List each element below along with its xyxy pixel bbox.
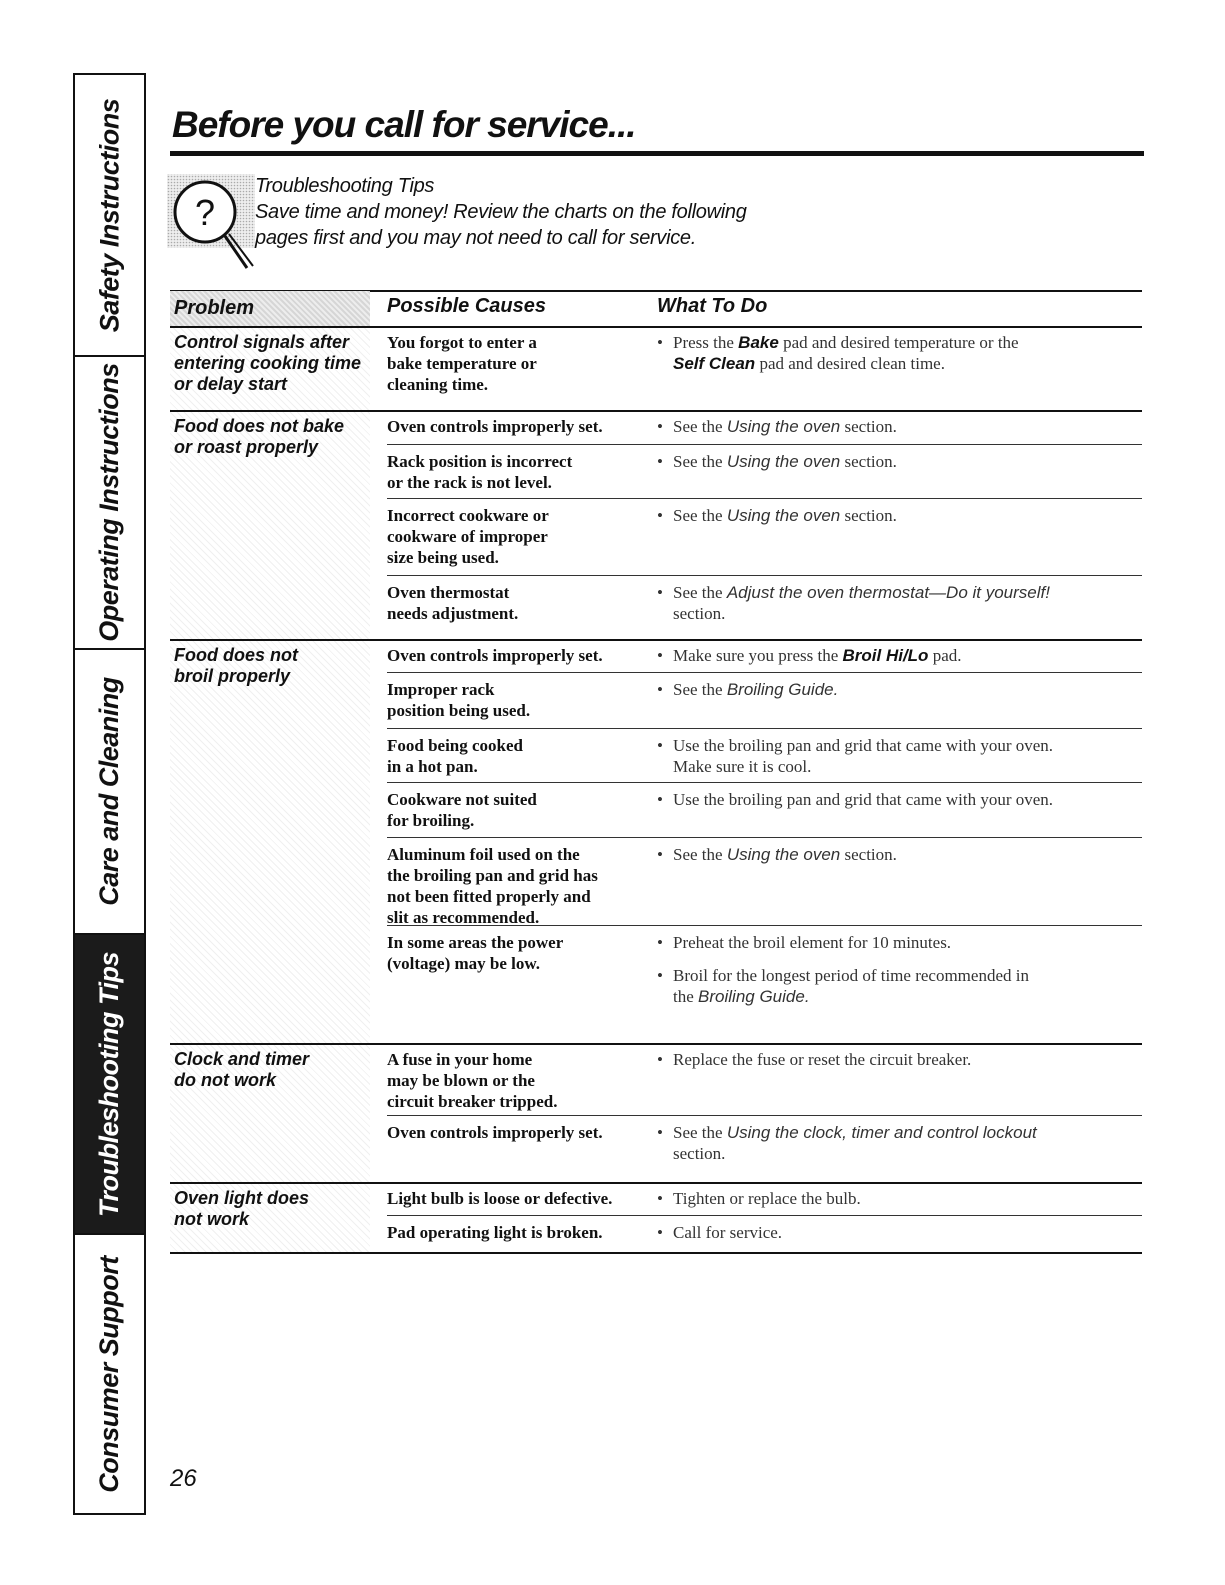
todo-line: [657, 965, 1147, 986]
cause-line: (voltage) may be low.: [387, 954, 540, 973]
todo-line: [657, 353, 1147, 374]
row-divider: [387, 728, 1142, 729]
section-tab-bar: [73, 73, 146, 1515]
problem-cell: [170, 641, 370, 1043]
problem-group: [170, 1184, 1142, 1252]
bullet-icon: •: [657, 1189, 663, 1208]
row-divider: [387, 1215, 1142, 1216]
row-divider: [387, 444, 1142, 445]
cause-line: Food being cooked: [387, 736, 524, 755]
what-to-do: [657, 735, 1147, 777]
todo-line: [657, 1222, 1147, 1243]
page-number: 26: [170, 1465, 197, 1492]
todo-text: section.: [673, 604, 726, 623]
bullet-icon: •: [657, 1123, 663, 1142]
todo-text: pad and desired clean time.: [755, 354, 945, 373]
possible-cause: [387, 582, 647, 624]
possible-cause: [387, 505, 647, 568]
possible-cause: [387, 645, 647, 666]
todo-text: section.: [840, 845, 897, 864]
bullet-icon: •: [657, 933, 663, 952]
problem-group: [170, 641, 1142, 1043]
what-to-do: [657, 844, 1147, 865]
problem-line: Food does not: [174, 645, 298, 665]
cause-line: A fuse in your home: [387, 1050, 533, 1069]
tab-label: Safety Instructions: [94, 98, 124, 332]
problem-text: [174, 1188, 309, 1230]
cause-line: for broiling.: [387, 811, 475, 830]
possible-cause: [387, 1188, 647, 1209]
todo-text: Preheat the broil element for 10 minutes.: [673, 933, 952, 952]
problem-line: do not work: [174, 1070, 276, 1090]
problem-group: [170, 412, 1142, 639]
todo-text: See the: [673, 845, 727, 864]
cause-line: Rack position is incorrect: [387, 452, 573, 471]
bullet-icon: •: [657, 790, 663, 809]
todo-reference: Self Clean: [673, 354, 756, 373]
problem-line: Food does not bake: [174, 416, 345, 436]
bullet-icon: •: [657, 736, 663, 755]
row-divider: [387, 672, 1142, 673]
what-to-do: [657, 332, 1147, 374]
todo-text: Broil for the longest period of time recommended in: [673, 966, 1029, 985]
tab-troubleshooting-tips[interactable]: [75, 935, 144, 1235]
bullet-icon: •: [657, 845, 663, 864]
cause-line: You forgot to enter a: [387, 333, 537, 352]
what-to-do: [657, 645, 1147, 666]
title-divider: [170, 151, 1144, 156]
page-title: Before you call for service...: [172, 104, 636, 145]
cause-line: Oven controls improperly set.: [387, 646, 603, 665]
todo-line: [657, 645, 1147, 666]
what-to-do: [657, 1122, 1147, 1164]
row-divider: [387, 1115, 1142, 1116]
todo-line: [657, 332, 1147, 353]
problem-text: [174, 416, 344, 458]
todo-text: See the: [673, 506, 727, 525]
todo-text: See the: [673, 583, 727, 602]
todo-reference: Broil Hi/Lo: [842, 646, 929, 665]
todo-line: [657, 582, 1147, 603]
what-to-do: [657, 789, 1147, 810]
possible-cause: [387, 679, 647, 721]
tab-label: Operating Instructions: [94, 363, 124, 642]
possible-cause: [387, 416, 647, 437]
possible-cause: [387, 1049, 647, 1112]
cause-line: or the rack is not level.: [387, 473, 552, 492]
cause-line: Cookware not suited: [387, 790, 537, 809]
tab-safety-instructions[interactable]: [75, 75, 144, 357]
intro-text: [255, 173, 747, 251]
bullet-icon: •: [657, 583, 663, 602]
problem-group: [170, 328, 1142, 410]
cause-line: the broiling pan and grid has: [387, 866, 598, 885]
todo-text: See the: [673, 417, 727, 436]
problem-line: Oven light does: [174, 1188, 310, 1208]
todo-reference: Broiling Guide.: [698, 987, 810, 1006]
what-to-do: [657, 1049, 1147, 1070]
todo-line: [657, 505, 1147, 526]
what-to-do: [657, 1222, 1147, 1243]
todo-text: Press the: [673, 333, 739, 352]
cause-line: size being used.: [387, 548, 499, 567]
todo-line: [657, 416, 1147, 437]
cause-line: Incorrect cookware or: [387, 506, 549, 525]
row-divider: [387, 837, 1142, 838]
problem-text: [174, 645, 298, 687]
problem-group: [170, 1045, 1142, 1182]
cause-line: cookware of improper: [387, 527, 548, 546]
todo-text: Make sure you press the: [673, 646, 843, 665]
todo-line: [657, 679, 1147, 700]
todo-line: [657, 844, 1147, 865]
what-to-do: [657, 932, 1147, 1007]
problem-line: or roast properly: [174, 437, 319, 457]
problem-line: Control signals after: [174, 332, 350, 352]
todo-line: [657, 756, 1147, 777]
what-to-do: [657, 505, 1147, 526]
todo-text: Use the broiling pan and grid that came with your oven.: [673, 736, 1054, 755]
todo-line: [657, 1143, 1147, 1164]
tab-operating-instructions[interactable]: [75, 357, 144, 650]
todo-text: See the: [673, 1123, 727, 1142]
todo-line: [657, 986, 1147, 1007]
todo-text: pad.: [928, 646, 962, 665]
cause-line: Pad operating light is broken.: [387, 1223, 603, 1242]
possible-cause: [387, 735, 647, 777]
cause-line: Oven controls improperly set.: [387, 417, 603, 436]
problem-text: [174, 1049, 309, 1091]
group-divider: [170, 1252, 1142, 1254]
what-to-do: [657, 416, 1147, 437]
row-divider: [387, 925, 1142, 926]
cause-line: may be blown or the: [387, 1071, 535, 1090]
bullet-icon: •: [657, 506, 663, 525]
bullet-icon: •: [657, 417, 663, 436]
possible-cause: [387, 932, 647, 974]
cause-line: Oven thermostat: [387, 583, 510, 602]
todo-text: pad and desired temperature or the: [778, 333, 1019, 352]
cause-line: bake temperature or: [387, 354, 537, 373]
todo-text: section.: [673, 1144, 726, 1163]
todo-line: [657, 451, 1147, 472]
todo-text: Tighten or replace the bulb.: [673, 1189, 861, 1208]
what-to-do: [657, 1188, 1147, 1209]
todo-reference: Bake: [738, 333, 779, 352]
row-divider: [387, 575, 1142, 576]
bullet-icon: •: [657, 680, 663, 699]
todo-text: section.: [840, 417, 897, 436]
bullet-icon: •: [657, 1050, 663, 1069]
what-to-do: [657, 679, 1147, 700]
todo-reference: Using the oven: [726, 506, 841, 525]
cause-line: Improper rack: [387, 680, 495, 699]
tab-label: Troubleshooting Tips: [94, 951, 124, 1217]
cause-line: circuit breaker tripped.: [387, 1092, 558, 1111]
todo-text: See the: [673, 680, 727, 699]
problem-line: not work: [174, 1209, 249, 1229]
problem-cell: [170, 412, 370, 639]
problem-line: or delay start: [174, 374, 288, 394]
problem-line: entering cooking time: [174, 353, 362, 373]
todo-text: the: [673, 987, 699, 1006]
intro-line: pages first and you may not need to call for service.: [255, 227, 697, 249]
cause-line: Oven controls improperly set.: [387, 1123, 603, 1142]
todo-text: section.: [840, 506, 897, 525]
todo-text: See the: [673, 452, 727, 471]
possible-cause: [387, 332, 647, 395]
column-header-causes: Possible Causes: [387, 295, 546, 317]
problem-text: [174, 332, 361, 395]
cause-line: Aluminum foil used on the: [387, 845, 580, 864]
todo-line: [657, 603, 1147, 624]
possible-cause: [387, 1122, 647, 1143]
bullet-icon: •: [657, 1223, 663, 1242]
todo-reference: Using the oven: [726, 417, 841, 436]
problem-line: Clock and timer: [174, 1049, 310, 1069]
cause-line: not been fitted properly and: [387, 887, 591, 906]
cause-line: In some areas the power: [387, 933, 564, 952]
possible-cause: [387, 1222, 647, 1243]
row-divider: [387, 782, 1142, 783]
cause-line: position being used.: [387, 701, 531, 720]
bullet-icon: •: [657, 646, 663, 665]
column-header-todo: What To Do: [657, 295, 768, 317]
todo-line: [657, 789, 1147, 810]
todo-line: [657, 932, 1147, 953]
cause-line: needs adjustment.: [387, 604, 519, 623]
todo-reference: Using the oven: [726, 845, 841, 864]
intro-line: Save time and money! Review the charts on the following: [255, 201, 747, 223]
todo-text: Call for service.: [673, 1223, 783, 1242]
problem-line: broil properly: [174, 666, 291, 686]
row-divider: [387, 498, 1142, 499]
possible-cause: [387, 789, 647, 831]
svg-text:?: ?: [194, 192, 216, 233]
cause-line: Light bulb is loose or defective.: [387, 1189, 613, 1208]
intro-heading: Troubleshooting Tips: [255, 175, 435, 197]
todo-line: [657, 735, 1147, 756]
todo-text: Use the broiling pan and grid that came with your oven.: [673, 790, 1054, 809]
problem-cell: [170, 1184, 370, 1252]
cause-line: slit as recommended.: [387, 908, 540, 927]
problem-cell: [170, 1045, 370, 1182]
possible-cause: [387, 844, 647, 928]
todo-reference: Broiling Guide.: [726, 680, 839, 699]
question-magnifier-icon: [167, 172, 255, 272]
cause-line: in a hot pan.: [387, 757, 478, 776]
todo-text: section.: [840, 452, 897, 471]
cause-line: cleaning time.: [387, 375, 489, 394]
bullet-icon: •: [657, 966, 663, 985]
tab-care-and-cleaning[interactable]: [75, 650, 144, 935]
todo-reference: Using the clock, timer and control lockout: [726, 1123, 1037, 1142]
todo-text: Make sure it is cool.: [673, 757, 812, 776]
what-to-do: [657, 582, 1147, 624]
todo-reference: Using the oven: [726, 452, 841, 471]
todo-reference: Adjust the oven thermostat—Do it yourself!: [726, 583, 1050, 602]
tab-consumer-support[interactable]: [75, 1235, 144, 1513]
problem-cell: [170, 328, 370, 410]
todo-line: [657, 1049, 1147, 1070]
column-header-problem: Problem: [170, 291, 370, 326]
todo-line: [657, 1188, 1147, 1209]
todo-line: [657, 1122, 1147, 1143]
what-to-do: [657, 451, 1147, 472]
tab-label: Care and Cleaning: [94, 677, 124, 906]
possible-cause: [387, 451, 647, 493]
bullet-icon: •: [657, 452, 663, 471]
todo-text: Replace the fuse or reset the circuit breaker.: [673, 1050, 972, 1069]
bullet-icon: •: [657, 333, 663, 352]
tab-label: Consumer Support: [94, 1255, 125, 1493]
